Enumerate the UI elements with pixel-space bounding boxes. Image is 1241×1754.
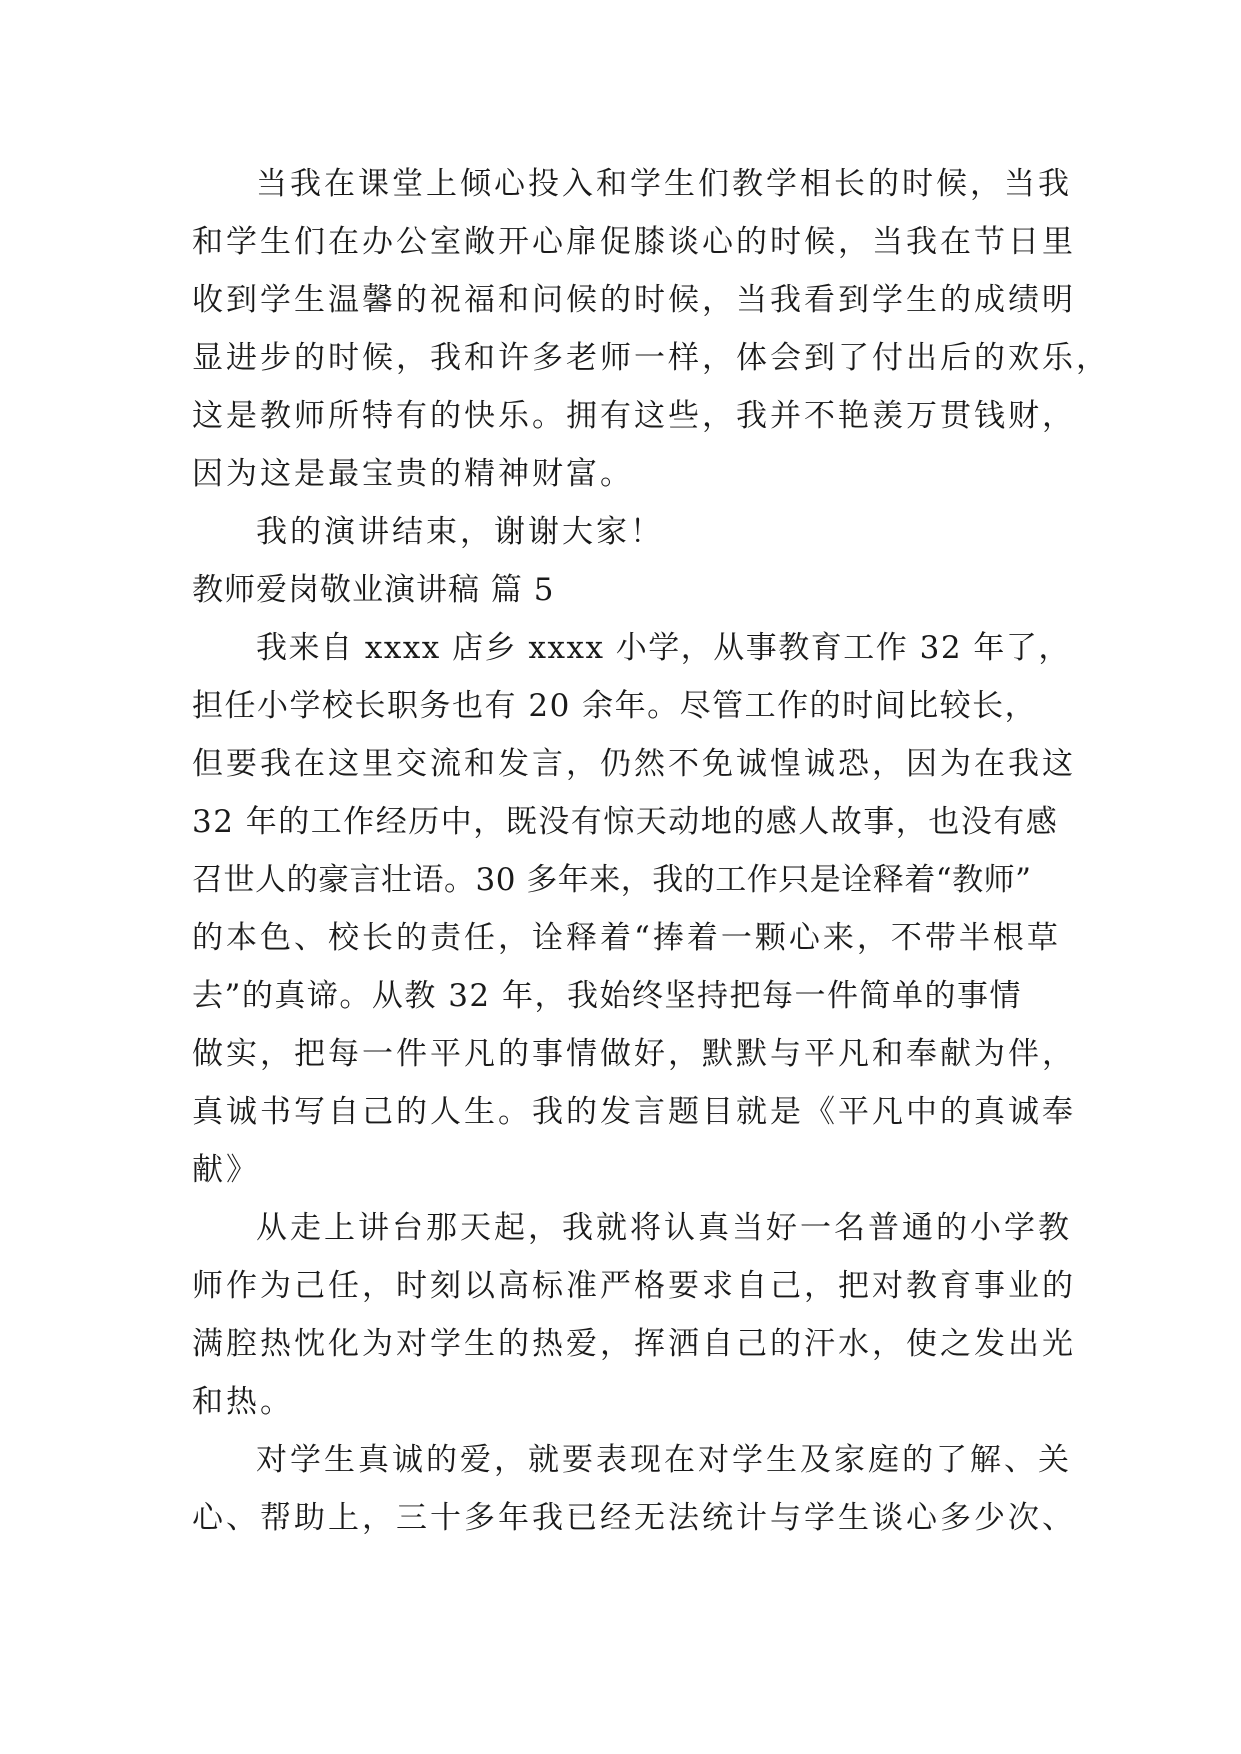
paragraph-line: 献》 xyxy=(192,1152,260,1188)
paragraph-line: 和热。 xyxy=(192,1384,294,1420)
paragraph-line: 师作为己任，时刻以高标准严格要求自己，把对教育事业的 xyxy=(192,1268,1076,1304)
paragraph-line: 我来自 xxxx 店乡 xxxx 小学，从事教育工作 32 年了， xyxy=(256,630,1071,666)
paragraph-line: 去”的真谛。从教 32 年，我始终坚持把每一件简单的事情 xyxy=(192,978,1022,1014)
paragraph-line: 从走上讲台那天起，我就将认真当好一名普通的小学教 xyxy=(256,1210,1072,1246)
section-heading: 教师爱岗敬业演讲稿 篇 5 xyxy=(192,572,555,608)
paragraph-line: 担任小学校长职务也有 20 余年。尽管工作的时间比较长， xyxy=(192,688,1038,724)
paragraph-line: 因为这是最宝贵的精神财富。 xyxy=(192,456,634,492)
paragraph-line: 但要我在这里交流和发言，仍然不免诚惶诚恐，因为在我这 xyxy=(192,746,1076,782)
paragraph-line: 显进步的时候，我和许多老师一样，体会到了付出后的欢乐， xyxy=(192,340,1110,376)
closing-line: 我的演讲结束，谢谢大家！ xyxy=(256,514,664,550)
paragraph-line: 真诚书写自己的人生。我的发言题目就是《平凡中的真诚奉 xyxy=(192,1094,1076,1130)
paragraph-line: 对学生真诚的爱，就要表现在对学生及家庭的了解、关 xyxy=(256,1442,1072,1478)
paragraph-line: 当我在课堂上倾心投入和学生们教学相长的时候，当我 xyxy=(256,166,1072,202)
paragraph-line: 收到学生温馨的祝福和问候的时候，当我看到学生的成绩明 xyxy=(192,282,1076,318)
paragraph-line: 满腔热忱化为对学生的热爱，挥洒自己的汗水，使之发出光 xyxy=(192,1326,1076,1362)
paragraph-line: 心、帮助上，三十多年我已经无法统计与学生谈心多少次、 xyxy=(192,1500,1076,1536)
paragraph-line: 32 年的工作经历中，既没有惊天动地的感人故事，也没有感 xyxy=(192,804,1059,840)
paragraph-line: 和学生们在办公室敞开心扉促膝谈心的时候，当我在节日里 xyxy=(192,224,1076,260)
paragraph-line: 召世人的豪言壮语。30 多年来，我的工作只是诠释着“教师” xyxy=(192,862,1032,898)
paragraph-line: 做实，把每一件平凡的事情做好，默默与平凡和奉献为伴， xyxy=(192,1036,1076,1072)
paragraph-line: 的本色、校长的责任，诠释着“捧着一颗心来，不带半根草 xyxy=(192,920,1061,956)
paragraph-line: 这是教师所特有的快乐。拥有这些，我并不艳羡万贯钱财， xyxy=(192,398,1076,434)
